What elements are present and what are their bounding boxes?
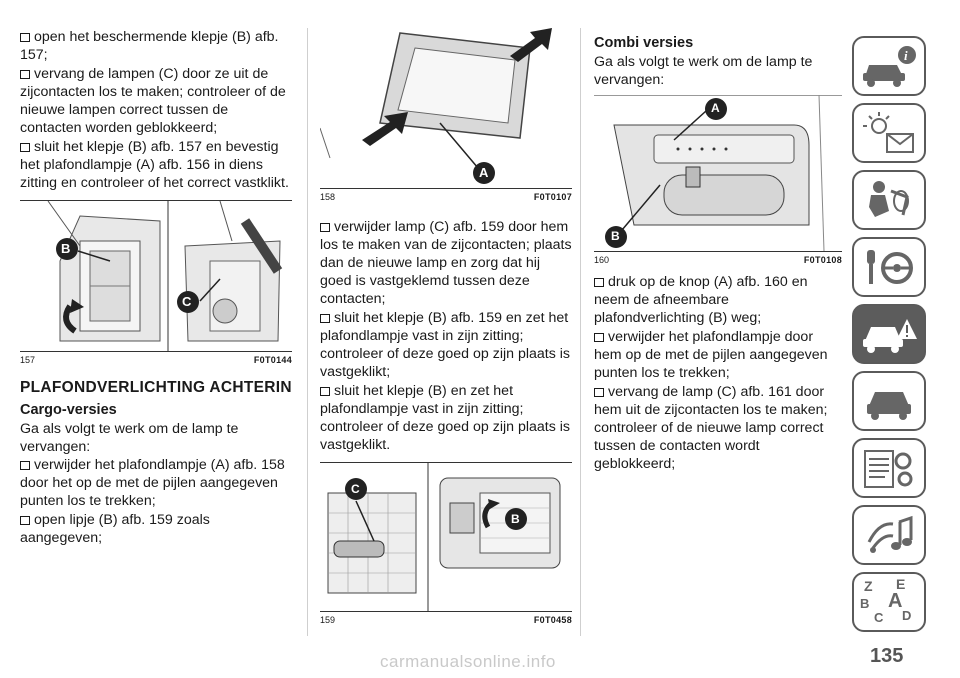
figure-number: 157 — [20, 355, 36, 365]
callout-label-b: B — [61, 241, 71, 256]
bullet-icon — [320, 314, 330, 323]
sub-heading-cargo: Cargo-versies — [20, 402, 117, 418]
combi-lamp-illustration — [594, 95, 842, 251]
figure-158-image — [320, 28, 572, 188]
figure-158 — [320, 28, 572, 202]
callout-label-a: A — [479, 165, 489, 180]
tab-key-steering[interactable] — [852, 237, 926, 297]
airbag-safety-icon — [859, 177, 919, 223]
figure-158-caption — [320, 188, 572, 202]
index-letter: C — [874, 610, 884, 625]
watermark: carmanualsonline.info — [380, 652, 556, 671]
figure-number: 158 — [320, 192, 336, 202]
car-maintenance-icon — [859, 378, 919, 424]
figure-code: F0T0458 — [533, 615, 572, 625]
instruction-item: verwijder lamp (C) afb. 159 door hem los te maken van de zijcontacten; plaats dan de nieuwe lamp en zorg dat hij goed is vastgeklemd tussen deze contacten; — [320, 219, 572, 307]
column-1 — [20, 28, 292, 548]
tab-specifications[interactable] — [852, 438, 926, 498]
section-heading: PLAFONDVERLICHTING ACHTERIN — [20, 379, 292, 396]
instruction-item: verwijder het plafondlampje door hem op de met de pijlen aangegeven punten los te trekken; — [594, 329, 828, 381]
index-letter: A — [888, 590, 903, 612]
column-divider — [580, 28, 581, 636]
sub-heading-combi: Combi versies — [594, 35, 694, 51]
index-letter: D — [902, 608, 912, 623]
figure-157-image — [20, 201, 292, 351]
ceiling-lamp-illustration — [320, 28, 572, 188]
callout-label-c: C — [182, 294, 192, 309]
bullet-icon — [20, 461, 30, 470]
figure-160-caption — [594, 251, 842, 265]
tab-index[interactable] — [852, 572, 926, 632]
instruction-item: vervang de lampen (C) door ze uit de zijcontacten los te maken; controleer of de nieuwe lampen correct tussen de contacten worden geblokkeerd; — [20, 66, 286, 136]
figure-157-caption — [20, 351, 292, 365]
instruction-item: sluit het klepje (B) afb. 157 en bevestig het plafondlampje (A) afb. 156 in diens zitting en controleer of het correct vastklikt. — [20, 139, 289, 191]
callout-label-a: A — [711, 101, 720, 115]
lamp-housing-illustration — [20, 201, 292, 351]
figure-160-image — [594, 95, 842, 251]
bullet-icon — [20, 143, 30, 152]
multimedia-icon — [859, 512, 919, 558]
chapter-tabs — [852, 36, 926, 639]
instruction-item: druk op de knop (A) afb. 160 en neem de afneembare plafondverlichting (B) weg; — [594, 274, 808, 326]
bullet-icon — [594, 333, 604, 342]
bullet-icon — [594, 278, 604, 287]
page-number: 135 — [870, 645, 904, 667]
tab-multimedia[interactable] — [852, 505, 926, 565]
index-letter: E — [896, 576, 906, 592]
column-divider — [307, 28, 308, 636]
figure-number: 159 — [320, 615, 336, 625]
instruction-item: open lipje (B) afb. 159 zoals aangegeven; — [20, 512, 210, 546]
intro-text: Ga als volgt te werk om de lamp te vervangen: — [594, 54, 813, 88]
column-2 — [320, 28, 572, 625]
intro-text: Ga als volgt te werk om de lamp te vervangen: — [20, 421, 239, 455]
figure-code: F0T0107 — [533, 192, 572, 202]
instruction-item: sluit het klepje (B) afb. 159 en zet het plafondlampje vast in zijn zitting; controleer of deze goed op zijn plaats is vastgeklikt; — [320, 310, 571, 380]
figure-number: 160 — [594, 255, 610, 265]
figure-159-image — [320, 463, 572, 611]
callout-label-b: B — [511, 512, 520, 526]
lights-warning-icon — [859, 110, 919, 156]
car-breakdown-icon — [859, 311, 919, 357]
figure-code: F0T0144 — [253, 355, 292, 365]
bullet-icon — [20, 33, 30, 42]
svg-text:i: i — [904, 48, 908, 63]
index-letter: Z — [864, 578, 873, 594]
figure-code: F0T0108 — [803, 255, 842, 265]
figure-159 — [320, 462, 572, 625]
instruction-item: vervang de lamp (C) afb. 161 door hem uit de zijcontacten los te maken; controleer of de nieuwe lamp correct tussen de contacten wordt geblokkeerd; — [594, 384, 828, 472]
instruction-item: verwijder het plafondlampje (A) afb. 158 door het op de met de pijlen aangegeven punten los te trekken; — [20, 457, 285, 509]
figure-157 — [20, 200, 292, 365]
instruction-item: sluit het klepje (B) en zet het plafondlampje vast in zijn zitting; controleer of deze goed op zijn plaats is vastgeklikt. — [320, 383, 571, 453]
tab-lights-warning[interactable] — [852, 103, 926, 163]
figure-159-caption — [320, 611, 572, 625]
bullet-icon — [320, 387, 330, 396]
instruction-item: open het beschermende klepje (B) afb. 157; — [20, 29, 279, 63]
tab-car-maintenance[interactable] — [852, 371, 926, 431]
figure-160 — [594, 95, 842, 265]
bullet-icon — [20, 516, 30, 525]
bullet-icon — [320, 223, 330, 232]
column-3 — [594, 34, 842, 474]
bullet-icon — [20, 70, 30, 79]
specifications-gears-icon — [859, 445, 919, 491]
callout-label-b: B — [611, 229, 620, 243]
key-steering-wheel-icon — [859, 244, 919, 290]
tab-car-info[interactable] — [852, 36, 926, 96]
tab-car-breakdown[interactable] — [852, 304, 926, 364]
tab-airbag-safety[interactable] — [852, 170, 926, 230]
car-info-icon — [859, 43, 919, 89]
bullet-icon — [594, 388, 604, 397]
index-letter: B — [860, 596, 870, 611]
callout-label-c: C — [351, 482, 360, 496]
